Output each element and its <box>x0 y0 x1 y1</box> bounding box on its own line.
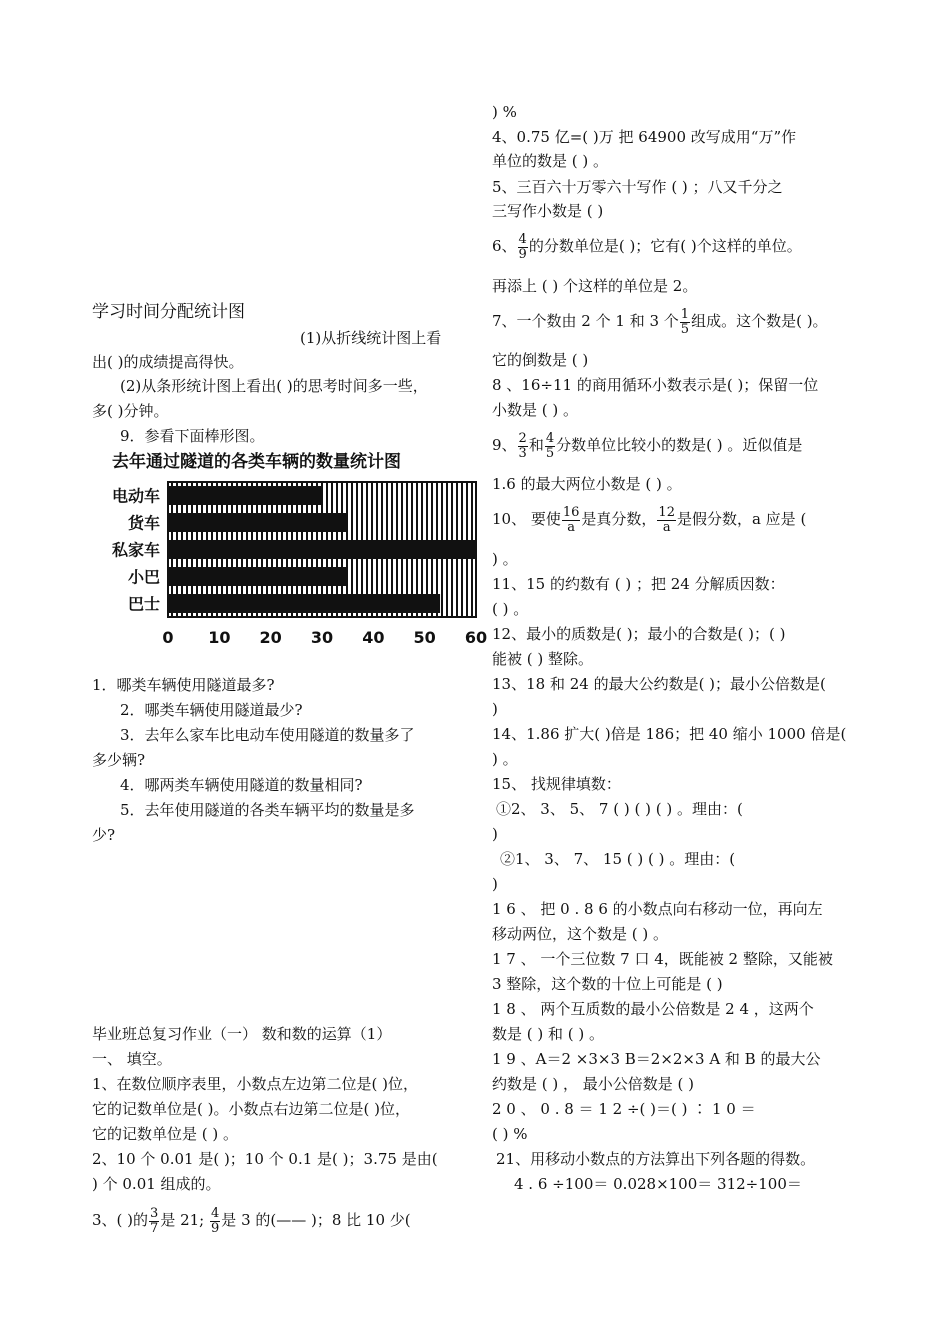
chart-title: 去年通过隧道的各类车辆的数量统计图 <box>112 452 401 472</box>
item-18-b: 数是 ( ) 和 ( ) 。 <box>492 1025 605 1043</box>
category-label-0: 电动车 <box>111 486 160 506</box>
fraction-12-a: $\frac{12}{a}$ <box>658 504 675 535</box>
question-9: 9．参看下面棒形图。 <box>120 427 265 445</box>
chart-question-5: 5．去年使用隧道的各类车辆平均的数量是多 <box>120 801 415 819</box>
item-5-a: 5、三百六十万零六十写作 ( ) ；八又千分之 <box>492 178 783 196</box>
item-12-b: 能被 ( ) 整除。 <box>492 650 594 668</box>
question-2-part-b: 多( )分钟。 <box>92 402 169 420</box>
fill-2-b: ) 个 0.01 组成的。 <box>92 1175 221 1193</box>
vehicle-bar-chart <box>96 476 488 656</box>
item-17-a: 1 7 、 一个三位数 7 口 4，既能被 2 整除，又能被 <box>492 950 833 968</box>
item-14-a: 14、1.86 扩大( )倍是 186；把 40 缩小 1000 倍是( <box>492 725 847 743</box>
fraction-2-3: $\frac{2}{3}$ <box>518 430 527 461</box>
fill-3: 3、( )的 $\frac{3}{7}$ 是 21; $\frac{4}{9}$ 是 3 的(—— )；8 比 10 少( <box>92 1205 411 1236</box>
fill-2-a: 2、10 个 0.01 是( )；10 个 0.1 是( )；3.75 是由( <box>92 1150 438 1168</box>
item-20-b: ( ) % <box>492 1125 528 1143</box>
chart-question-2: 2．哪类车辆使用隧道最少? <box>120 701 303 719</box>
item-15-1-b: ) <box>492 825 498 843</box>
item-9-b: 1.6 的最大两位小数是 ( ) 。 <box>492 475 682 493</box>
question-2-part-a: (2)从条形统计图上看出( )的思考时间多一些， <box>120 377 428 395</box>
item-16-a: 1 6 、 把 0 . 8 6 的小数点向右移动一位，再向左 <box>492 900 823 918</box>
fill-1-a: 1、在数位顺序表里，小数点左边第二位是( )位， <box>92 1075 419 1093</box>
item-5-b: 三写作小数是 ( ) <box>492 202 604 220</box>
item-6-a: 6、 $\frac{4}{9}$ 的分数单位是( )；它有( )个这样的单位。 <box>492 231 802 262</box>
item-20-a: 2 0 、 0 . 8 ＝ 1 2 ÷( )＝( ) ∶ 1 0 ＝ <box>492 1100 756 1118</box>
fill-1-b: 它的记数单位是( )。小数点右边第二位是( )位， <box>92 1100 410 1118</box>
item-7-a: 7、一个数由 2 个 1 和 3 个 $\frac{1}{5}$ 组成。这个数是( )。 <box>492 306 828 337</box>
item-7-b: 它的倒数是 ( ) <box>492 351 589 369</box>
item-14-b: ) 。 <box>492 750 518 768</box>
item-15-1-a: ①2、 3、 5、 7 ( ) ( ) ( ) 。理由：( <box>496 800 743 818</box>
question-1-part-b: 出( )的成绩提高得快。 <box>92 353 244 371</box>
item-9-a: 9、 $\frac{2}{3}$ 和 $\frac{4}{5}$ 分数单位比较小的数是( ) 。近似值是 <box>492 430 803 461</box>
chart-question-5-cont: 少? <box>92 826 116 844</box>
right-line-0: ) % <box>492 103 517 121</box>
item-10-b: ) 。 <box>492 550 518 568</box>
chart-question-3: 3．去年么家车比电动车使用隧道的数量多了 <box>120 726 415 744</box>
item-12-a: 12、最小的质数是( )；最小的合数是( )；( ) <box>492 625 786 643</box>
fill-1-c: 它的记数单位是 ( ) 。 <box>92 1125 239 1143</box>
x-tick-label-0: 0 <box>162 628 174 647</box>
item-4-b: 单位的数是 ( ) 。 <box>492 152 609 170</box>
review-title: 毕业班总复习作业（一） 数和数的运算（1） <box>92 1025 392 1043</box>
fraction-4-9-b: $\frac{4}{9}$ <box>518 231 527 262</box>
bar-4 <box>168 594 440 613</box>
question-1-part-a: (1)从折线统计图上看 <box>300 329 442 347</box>
item-13-b: ) <box>492 700 498 718</box>
x-tick-label-4: 40 <box>362 628 385 647</box>
x-tick-label-6: 60 <box>464 628 488 647</box>
x-tick-label-1: 10 <box>208 628 231 647</box>
item-19-a: 1 9 、A＝2 ×3×3 B＝2×2×3 A 和 B 的最大公 <box>492 1050 821 1068</box>
x-tick-label-2: 20 <box>259 628 282 647</box>
item-10-a: 10、 要使 $\frac{16}{a}$ 是真分数， $\frac{12}{a}$ 是假分数，a 应是 ( <box>492 504 807 535</box>
item-11-b: ( ) 。 <box>492 600 529 618</box>
item-13-a: 13、18 和 24 的最大公约数是( )；最小公倍数是( <box>492 675 826 693</box>
bar-1 <box>168 513 348 532</box>
item-15-2-a: ②1、 3、 7、 15 ( ) ( ) 。理由：( <box>500 850 736 868</box>
fraction-16-a: $\frac{16}{a}$ <box>562 504 580 535</box>
item-17-b: 3 整除，这个数的十位上可能是 ( ) <box>492 975 723 993</box>
item-11-a: 11、15 的约数有 ( ) ；把 24 分解质因数： <box>492 575 785 593</box>
item-8-a: 8 、16÷11 的商用循环小数表示是( )；保留一位 <box>492 376 819 394</box>
category-label-2: 私家车 <box>111 540 160 560</box>
item-4-a: 4、0.75 亿=( )万 把 64900 改写成用“万”作 <box>492 128 797 146</box>
item-21-calculations: 4 . 6 ÷100＝ 0.028×100＝ 312÷100＝ <box>514 1175 802 1193</box>
item-15: 15、 找规律填数： <box>492 775 621 793</box>
bar-0 <box>168 486 322 505</box>
item-15-2-b: ) <box>492 875 498 893</box>
item-21: 21、用移动小数点的方法算出下列各题的得数。 <box>496 1150 816 1168</box>
category-label-3: 小巴 <box>127 567 160 587</box>
category-label-4: 巴士 <box>127 594 160 614</box>
item-16-b: 移动两位，这个数是 ( ) 。 <box>492 925 669 943</box>
item-18-a: 1 8 、 两个互质数的最小公倍数是 2 4 ，这两个 <box>492 1000 814 1018</box>
chart-question-1: 1．哪类车辆使用隧道最多? <box>92 676 275 694</box>
fraction-4-5: $\frac{4}{5}$ <box>545 430 555 461</box>
bar-3 <box>168 567 348 586</box>
fraction-3-7: $\frac{3}{7}$ <box>150 1205 159 1236</box>
x-tick-label-3: 30 <box>310 628 334 647</box>
item-6-b: 再添上 ( ) 个这样的单位是 2。 <box>492 277 698 295</box>
section-fill-blank: 一、 填空。 <box>92 1050 172 1068</box>
category-label-1: 货车 <box>127 513 160 533</box>
fraction-1-5: $\frac{1}{5}$ <box>680 306 690 337</box>
fraction-4-9: $\frac{4}{9}$ <box>211 1205 220 1236</box>
item-19-b: 约数是 ( ) ， 最小公倍数是 ( ) <box>492 1075 695 1093</box>
bar-2 <box>168 540 476 559</box>
chart-question-4: 4．哪两类车辆使用隧道的数量相同? <box>120 776 363 794</box>
chart-question-3-cont: 多少辆? <box>92 751 146 769</box>
x-tick-label-5: 50 <box>413 628 436 647</box>
study-time-chart-title: 学习时间分配统计图 <box>92 302 245 322</box>
item-8-b: 小数是 ( ) 。 <box>492 401 579 419</box>
